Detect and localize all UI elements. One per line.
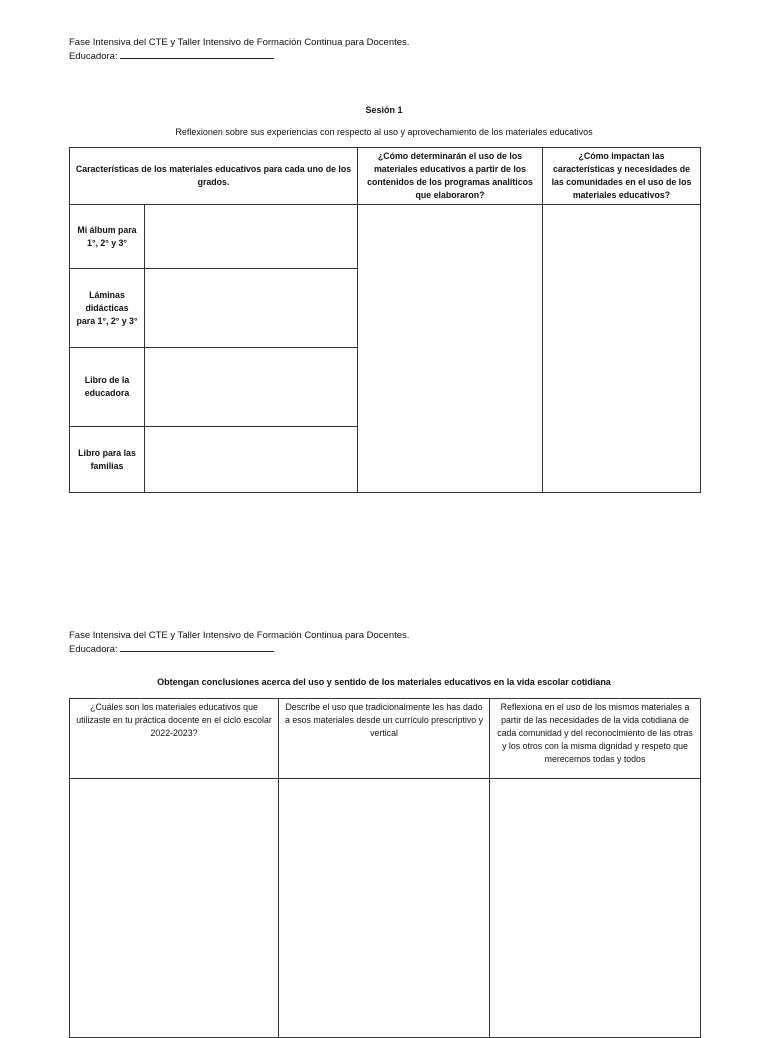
header-line-text: Fase Intensiva del CTE y Taller Intensivo de Formación Continua para Docentes. bbox=[69, 630, 410, 641]
page1-instruction: Reflexionen sobre sus experiencias con respecto al uso y aprovechamiento de los materiales educativos bbox=[175, 127, 593, 137]
answer-cell[interactable] bbox=[145, 427, 358, 493]
row-label-laminas: Láminas didácticas para 1°, 2° y 3° bbox=[70, 269, 145, 348]
answer-cell-traditional-use[interactable] bbox=[279, 779, 490, 1038]
answer-cell[interactable] bbox=[145, 348, 358, 427]
educadora-blank-line[interactable] bbox=[120, 642, 274, 652]
educadora-blank-line[interactable] bbox=[120, 49, 274, 59]
page2-header bbox=[69, 629, 409, 642]
answer-cell-materials-used[interactable] bbox=[70, 779, 279, 1038]
page1-educadora-field bbox=[69, 49, 274, 63]
row-label-libro-familias: Libro para las familias bbox=[70, 427, 145, 493]
page1-table bbox=[69, 147, 701, 493]
answer-cell[interactable] bbox=[145, 205, 358, 269]
answer-cell-reflection[interactable] bbox=[490, 779, 701, 1038]
table-row bbox=[70, 205, 701, 269]
table-header-row bbox=[70, 699, 701, 779]
row-label-libro-educadora: Libro de la educadora bbox=[70, 348, 145, 427]
page1-header bbox=[69, 36, 409, 49]
educadora-label: Educadora: bbox=[69, 644, 118, 655]
page2-table bbox=[69, 698, 701, 1038]
answer-cell-community-impact[interactable] bbox=[543, 205, 701, 493]
answer-cell[interactable] bbox=[145, 269, 358, 348]
page2-educadora-field bbox=[69, 642, 274, 656]
answer-cell-determine-use[interactable] bbox=[358, 205, 543, 493]
header-community-impact: ¿Cómo impactan las características y necesidades de las comunidades en el uso de los materiales educativos? bbox=[543, 148, 701, 205]
header-traditional-use: Describe el uso que tradicionalmente les has dado a esos materiales desde un currículo prescriptivo y vertical bbox=[279, 699, 490, 779]
page2-instruction: Obtengan conclusiones acerca del uso y sentido de los materiales educativos en la vida escolar cotidiana bbox=[157, 677, 611, 687]
row-label-album: Mi álbum para 1°, 2° y 3° bbox=[70, 205, 145, 269]
table-row bbox=[70, 779, 701, 1038]
header-line-text: Fase Intensiva del CTE y Taller Intensivo de Formación Continua para Docentes. bbox=[69, 37, 410, 48]
header-determine-use: ¿Cómo determinarán el uso de los materiales educativos a partir de los contenidos de los programas analíticos que elaboraron? bbox=[358, 148, 543, 205]
session-title: Sesión 1 bbox=[365, 105, 403, 115]
header-characteristics: Características de los materiales educativos para cada uno de los grados. bbox=[70, 148, 358, 205]
educadora-label: Educadora: bbox=[69, 51, 118, 62]
header-materials-used: ¿Cuáles son los materiales educativos que utilizaste en tu práctica docente en el ciclo escolar 2022-2023? bbox=[70, 699, 279, 779]
table-header-row bbox=[70, 148, 701, 205]
header-reflection: Reflexiona en el uso de los mismos materiales a partir de las necesidades de la vida cotidiana de cada comunidad y del reconocimiento de las otras y los otros con la misma dignidad y respeto que merecemos todas y todos bbox=[490, 699, 701, 779]
